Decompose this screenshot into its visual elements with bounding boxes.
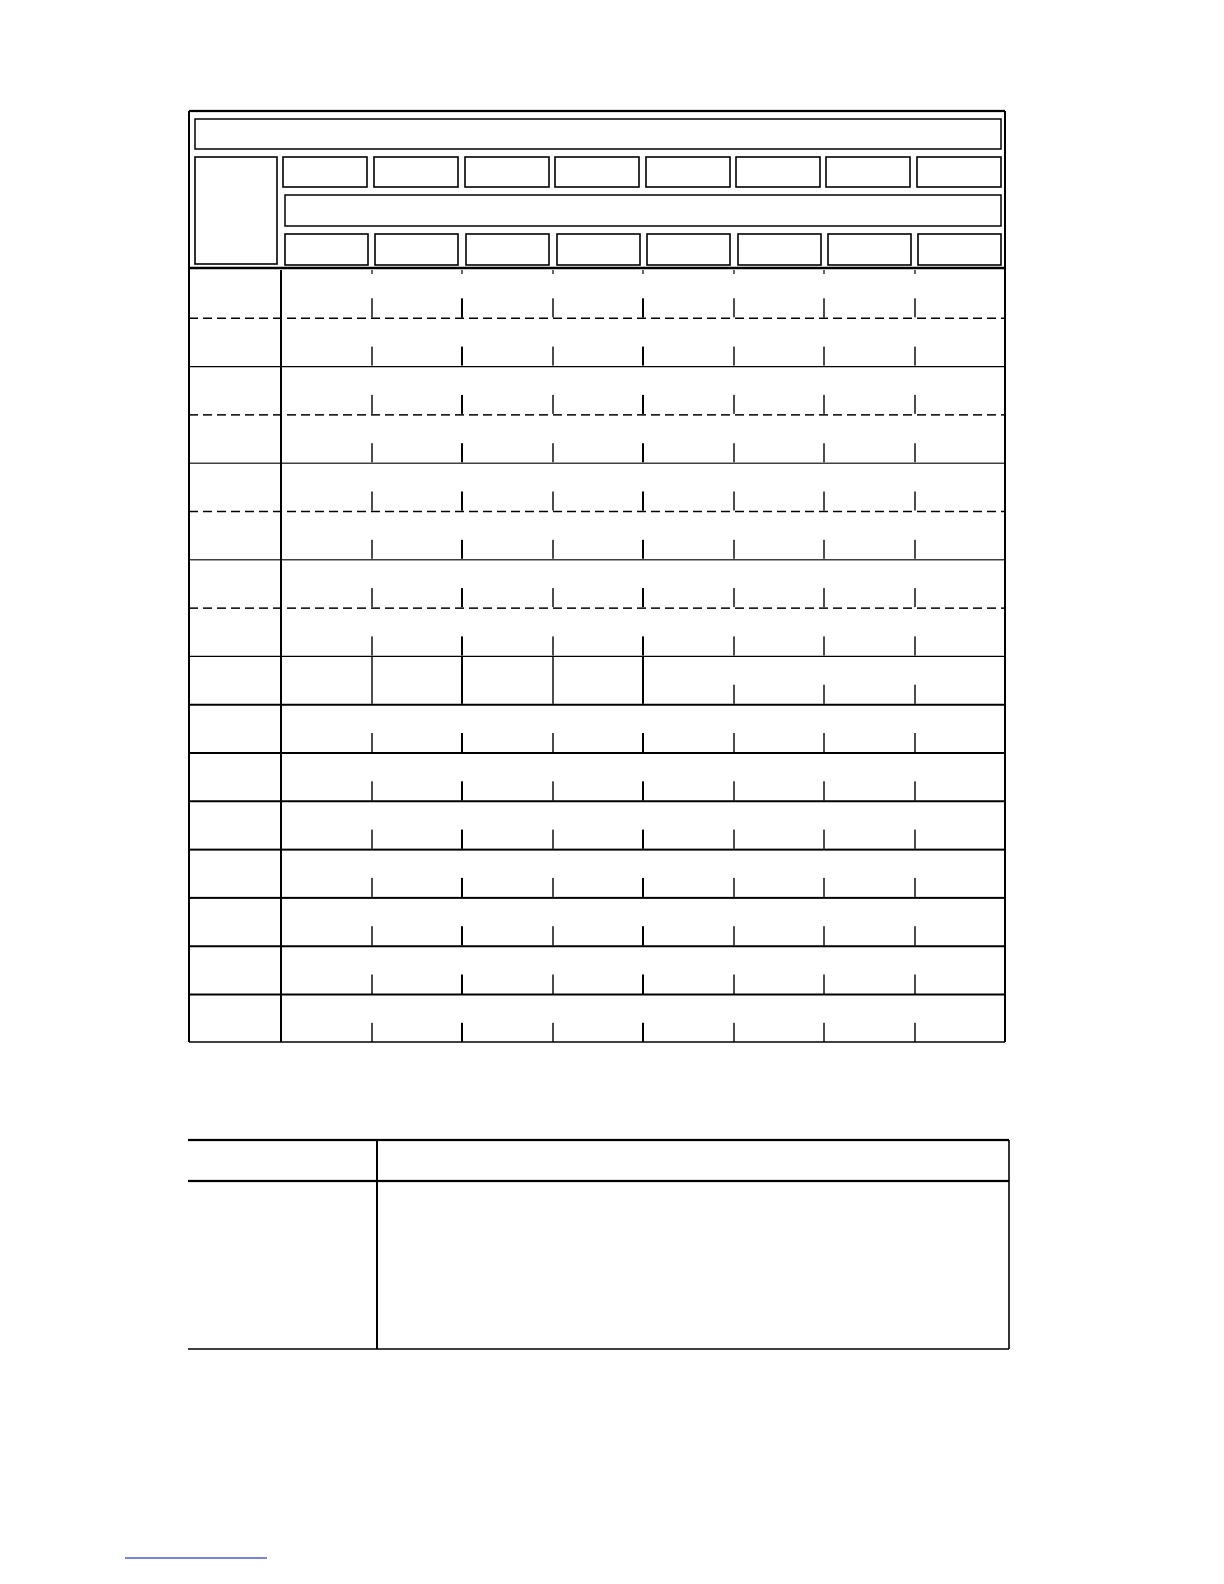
- header-row-2-cell-1: [285, 234, 368, 265]
- notes-table: [188, 1140, 1009, 1349]
- header-row-1-cell-7: [826, 157, 910, 187]
- header-row-1-cell-6: [736, 157, 820, 187]
- header-row-1-cell-1: [283, 157, 367, 187]
- grid-table: [189, 111, 1005, 1042]
- header-row-1-cell-2: [374, 157, 458, 187]
- header-row-2-cell-3: [466, 234, 549, 265]
- header-row-2-cell-8: [918, 234, 1001, 265]
- header-row-1-cell-3: [465, 157, 549, 187]
- header-row-2-cell-6: [738, 234, 821, 265]
- header-row-2-cell-4: [557, 234, 640, 265]
- group-header-box: [285, 195, 1001, 226]
- header-row-2-cell-7: [828, 234, 911, 265]
- header-row-1-cell-8: [917, 157, 1001, 187]
- header-row-1-cell-5: [646, 157, 730, 187]
- grid-title-box: [195, 119, 1001, 149]
- header-row-2-cell-5: [647, 234, 730, 265]
- header-row-1-cell-4: [555, 157, 639, 187]
- row-label-header-box: [195, 157, 277, 264]
- header-row-2-cell-2: [375, 234, 458, 265]
